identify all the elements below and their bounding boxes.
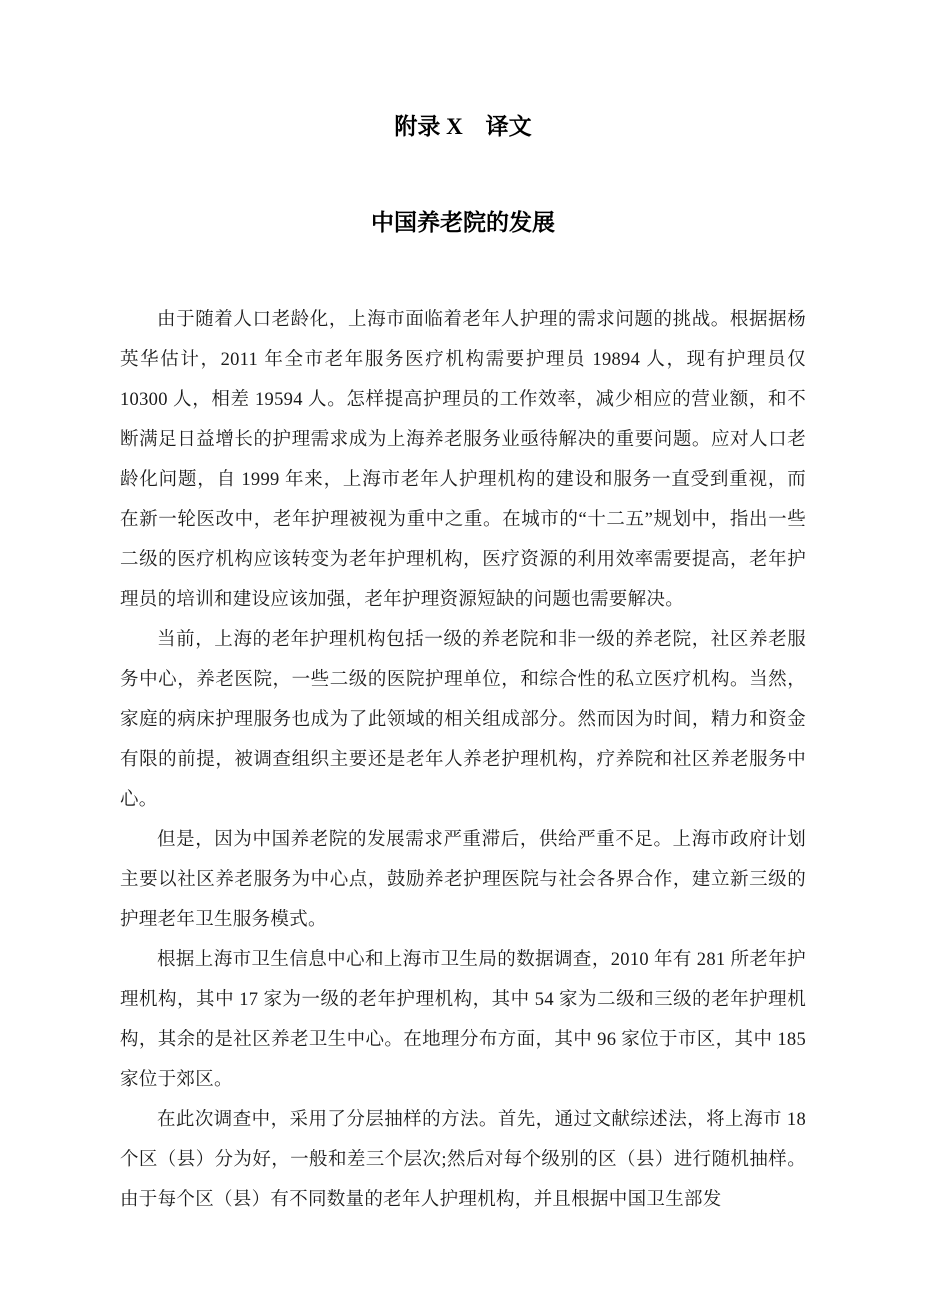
paragraph-2: 当前，上海的老年护理机构包括一级的养老院和非一级的养老院，社区养老服务中心，养老医院，一些二级的医院护理单位，和综合性的私立医疗机构。当然，家庭的病床护理服务也成为了此领域的相关组成部分。然而因为时间，精力和资金有限的前提，被调查组织主要还是老年人养老护理机构，疗养院和社区养老服务中心。 bbox=[120, 629, 806, 810]
paragraph-1: 由于随着人口老龄化，上海市面临着老年人护理的需求问题的挑战。根据据杨英华估计，2011 年全市老年服务医疗机构需要护理员 19894 人，现有护理员仅 10300 人，相差 19594 人。怎样提高护理员的工作效率，减少相应的营业额，和不断满足日益增长的护理需求成为上海养老服务业亟待解决的重要问题。应对人口老龄化问题，自 1999 年来，上海市老年人护理机构的建设和服务一直受到重视，而在新一轮医改中，老年护理被视为重中之重。在城市的“十二五”规划中，指出一些二级的医疗机构应该转变为老年护理机构，医疗资源的利用效率需要提高，老年护理员的培训和建设应该加强，老年护理资源短缺的问题也需要解决。 bbox=[120, 309, 806, 610]
appendix-title: 附录 X 译文 bbox=[394, 114, 532, 139]
paragraph-3: 但是，因为中国养老院的发展需求严重滞后，供给严重不足。上海市政府计划主要以社区养老服务为中心点，鼓励养老护理医院与社会各界合作，建立新三级的护理老年卫生服务模式。 bbox=[120, 829, 806, 930]
paragraph-5: 在此次调查中，采用了分层抽样的方法。首先，通过文献综述法，将上海市 18 个区（县）分为好，一般和差三个层次;然后对每个级别的区（县）进行随机抽样。由于每个区（县）有不同数量的老年人护理机构，并且根据中国卫生部发 bbox=[120, 1109, 806, 1210]
document-body bbox=[120, 300, 806, 1220]
document-title: 中国养老院的发展 bbox=[371, 209, 555, 235]
paragraph-4: 根据上海市卫生信息中心和上海市卫生局的数据调查，2010 年有 281 所老年护理机构，其中 17 家为一级的老年护理机构，其中 54 家为二级和三级的老年护理机构，其余的是社区养老卫生中心。在地理分布方面，其中 96 家位于市区，其中 185 家位于郊区。 bbox=[120, 949, 806, 1090]
